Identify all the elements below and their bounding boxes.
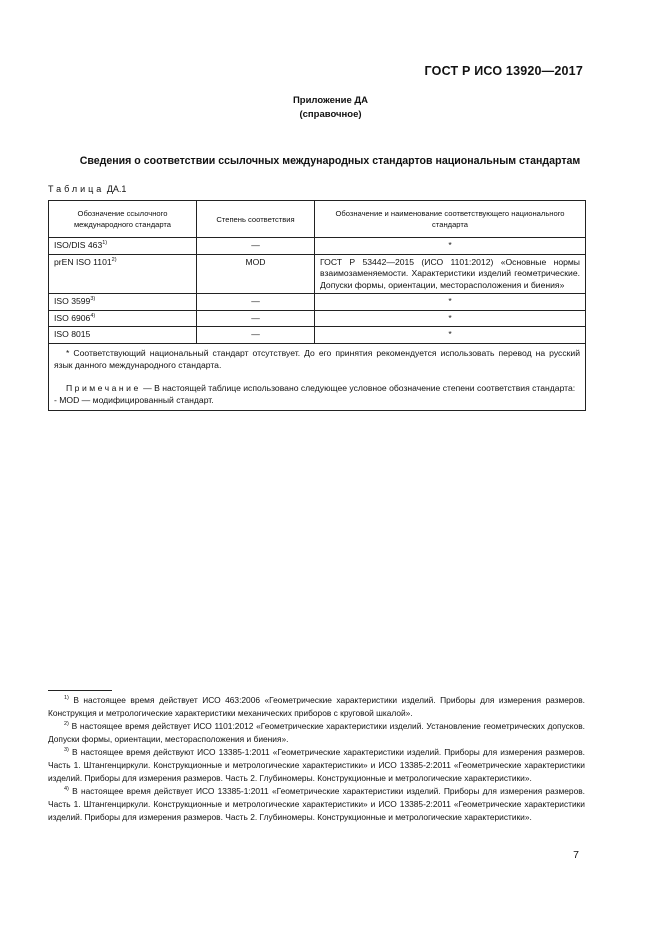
table-notes-row bbox=[49, 343, 586, 410]
national-cell: ГОСТ Р 53442—2015 (ИСО 1101:2012) «Основные нормы взаимозаменяемости. Характеристики изделий геометрические. Допуски формы, ориентации, месторасположения и биения» bbox=[315, 254, 586, 294]
national-cell: * bbox=[315, 327, 586, 344]
national-cell: * bbox=[315, 310, 586, 327]
ref-cell: prEN ISO 1101$^{2)}$ bbox=[49, 254, 197, 294]
footnote: $^{2)}$ В настоящее время действует ИСО 1101:2012 «Геометрические характеристики изделий. Установление геометрических допусков. Допуски формы, ориентации, месторасположения и биения». bbox=[48, 721, 586, 744]
table-row bbox=[49, 327, 586, 344]
footnote-divider bbox=[48, 690, 112, 691]
page-number: 7 bbox=[573, 849, 579, 861]
note-label: Примечание bbox=[66, 382, 141, 393]
annex-title: Приложение ДА bbox=[292, 95, 369, 106]
ref-cell: ISO 3599$^{3)}$ bbox=[49, 294, 197, 311]
note-main bbox=[54, 382, 580, 395]
note-mod: - MOD — модифицированный стандарт. bbox=[54, 395, 214, 405]
table-header-row bbox=[49, 201, 586, 238]
ref-cell: ISO 8015 bbox=[49, 327, 197, 344]
degree-cell: — bbox=[197, 294, 315, 311]
footnotes bbox=[48, 690, 585, 824]
ref-cell: ISO 6906$^{4)}$ bbox=[49, 310, 197, 327]
header-reference: Обозначение ссылочного международного стандарта bbox=[49, 201, 197, 238]
degree-cell: — bbox=[197, 310, 315, 327]
footnote: $^{4)}$ В настоящее время действует ИСО 13385-1:2011 «Геометрические характеристики изделий. Приборы для измерения размеров. Часть 1. Штангенциркули. Конструкционные и метрологические характеристики» и ИСО 13385-2:2011 «Геометрические характеристики изделий. Приборы для измерения размеров. Часть 2. Глубиномеры. Конструкционные и метрологические характеристики». bbox=[48, 786, 586, 822]
table-caption-id: ДА.1 bbox=[106, 184, 127, 194]
table-row bbox=[49, 294, 586, 311]
annex-heading bbox=[0, 94, 661, 122]
table-caption-word: Таблица bbox=[48, 184, 105, 194]
table-row bbox=[49, 310, 586, 327]
table-row bbox=[49, 254, 586, 294]
national-cell: * bbox=[315, 294, 586, 311]
degree-cell: — bbox=[197, 327, 315, 344]
header-degree: Степень соответствия bbox=[197, 201, 315, 238]
annex-subtitle: (справочное) bbox=[299, 109, 362, 120]
correspondence-table bbox=[48, 200, 586, 411]
table-row bbox=[49, 238, 586, 255]
header-national: Обозначение и наименование соответствующего национального стандарта bbox=[315, 201, 586, 238]
degree-cell: MOD bbox=[197, 254, 315, 294]
section-title: Сведения о соответствии ссылочных международных стандартов национальным стандартам bbox=[79, 155, 581, 167]
note-star: * Соответствующий национальный стандарт отсутствует. До его принятия рекомендуется использовать перевод на русский язык данного международного стандарта. bbox=[54, 347, 580, 370]
national-cell: * bbox=[315, 238, 586, 255]
ref-cell: ISO/DIS 463$^{1)}$ bbox=[49, 238, 197, 255]
table-caption bbox=[48, 184, 126, 194]
document-header: ГОСТ Р ИСО 13920—2017 bbox=[424, 64, 583, 78]
degree-cell: — bbox=[197, 238, 315, 255]
footnote: $^{1)}$ В настоящее время действует ИСО 463:2006 «Геометрические характеристики изделий. Приборы для измерения размеров. Конструкция и метрологические характеристики механических приборов с круговой шкалой». bbox=[48, 695, 586, 718]
note-text: — В настоящей таблице использовано следующее условное обозначение степени соответствия стандарта: bbox=[143, 382, 576, 393]
footnote: $^{3)}$ В настоящее время действуют ИСО 13385-1:2011 «Геометрические характеристики изделий. Приборы для измерения размеров. Часть 1. Штангенциркули. Конструкционные и метрологические характеристики» и ИСО 13385-2:2011 «Геометрические характеристики изделий. Приборы для измерения размеров. Часть 2. Глубиномеры. Конструкционные и метрологические характеристики». bbox=[48, 747, 586, 783]
